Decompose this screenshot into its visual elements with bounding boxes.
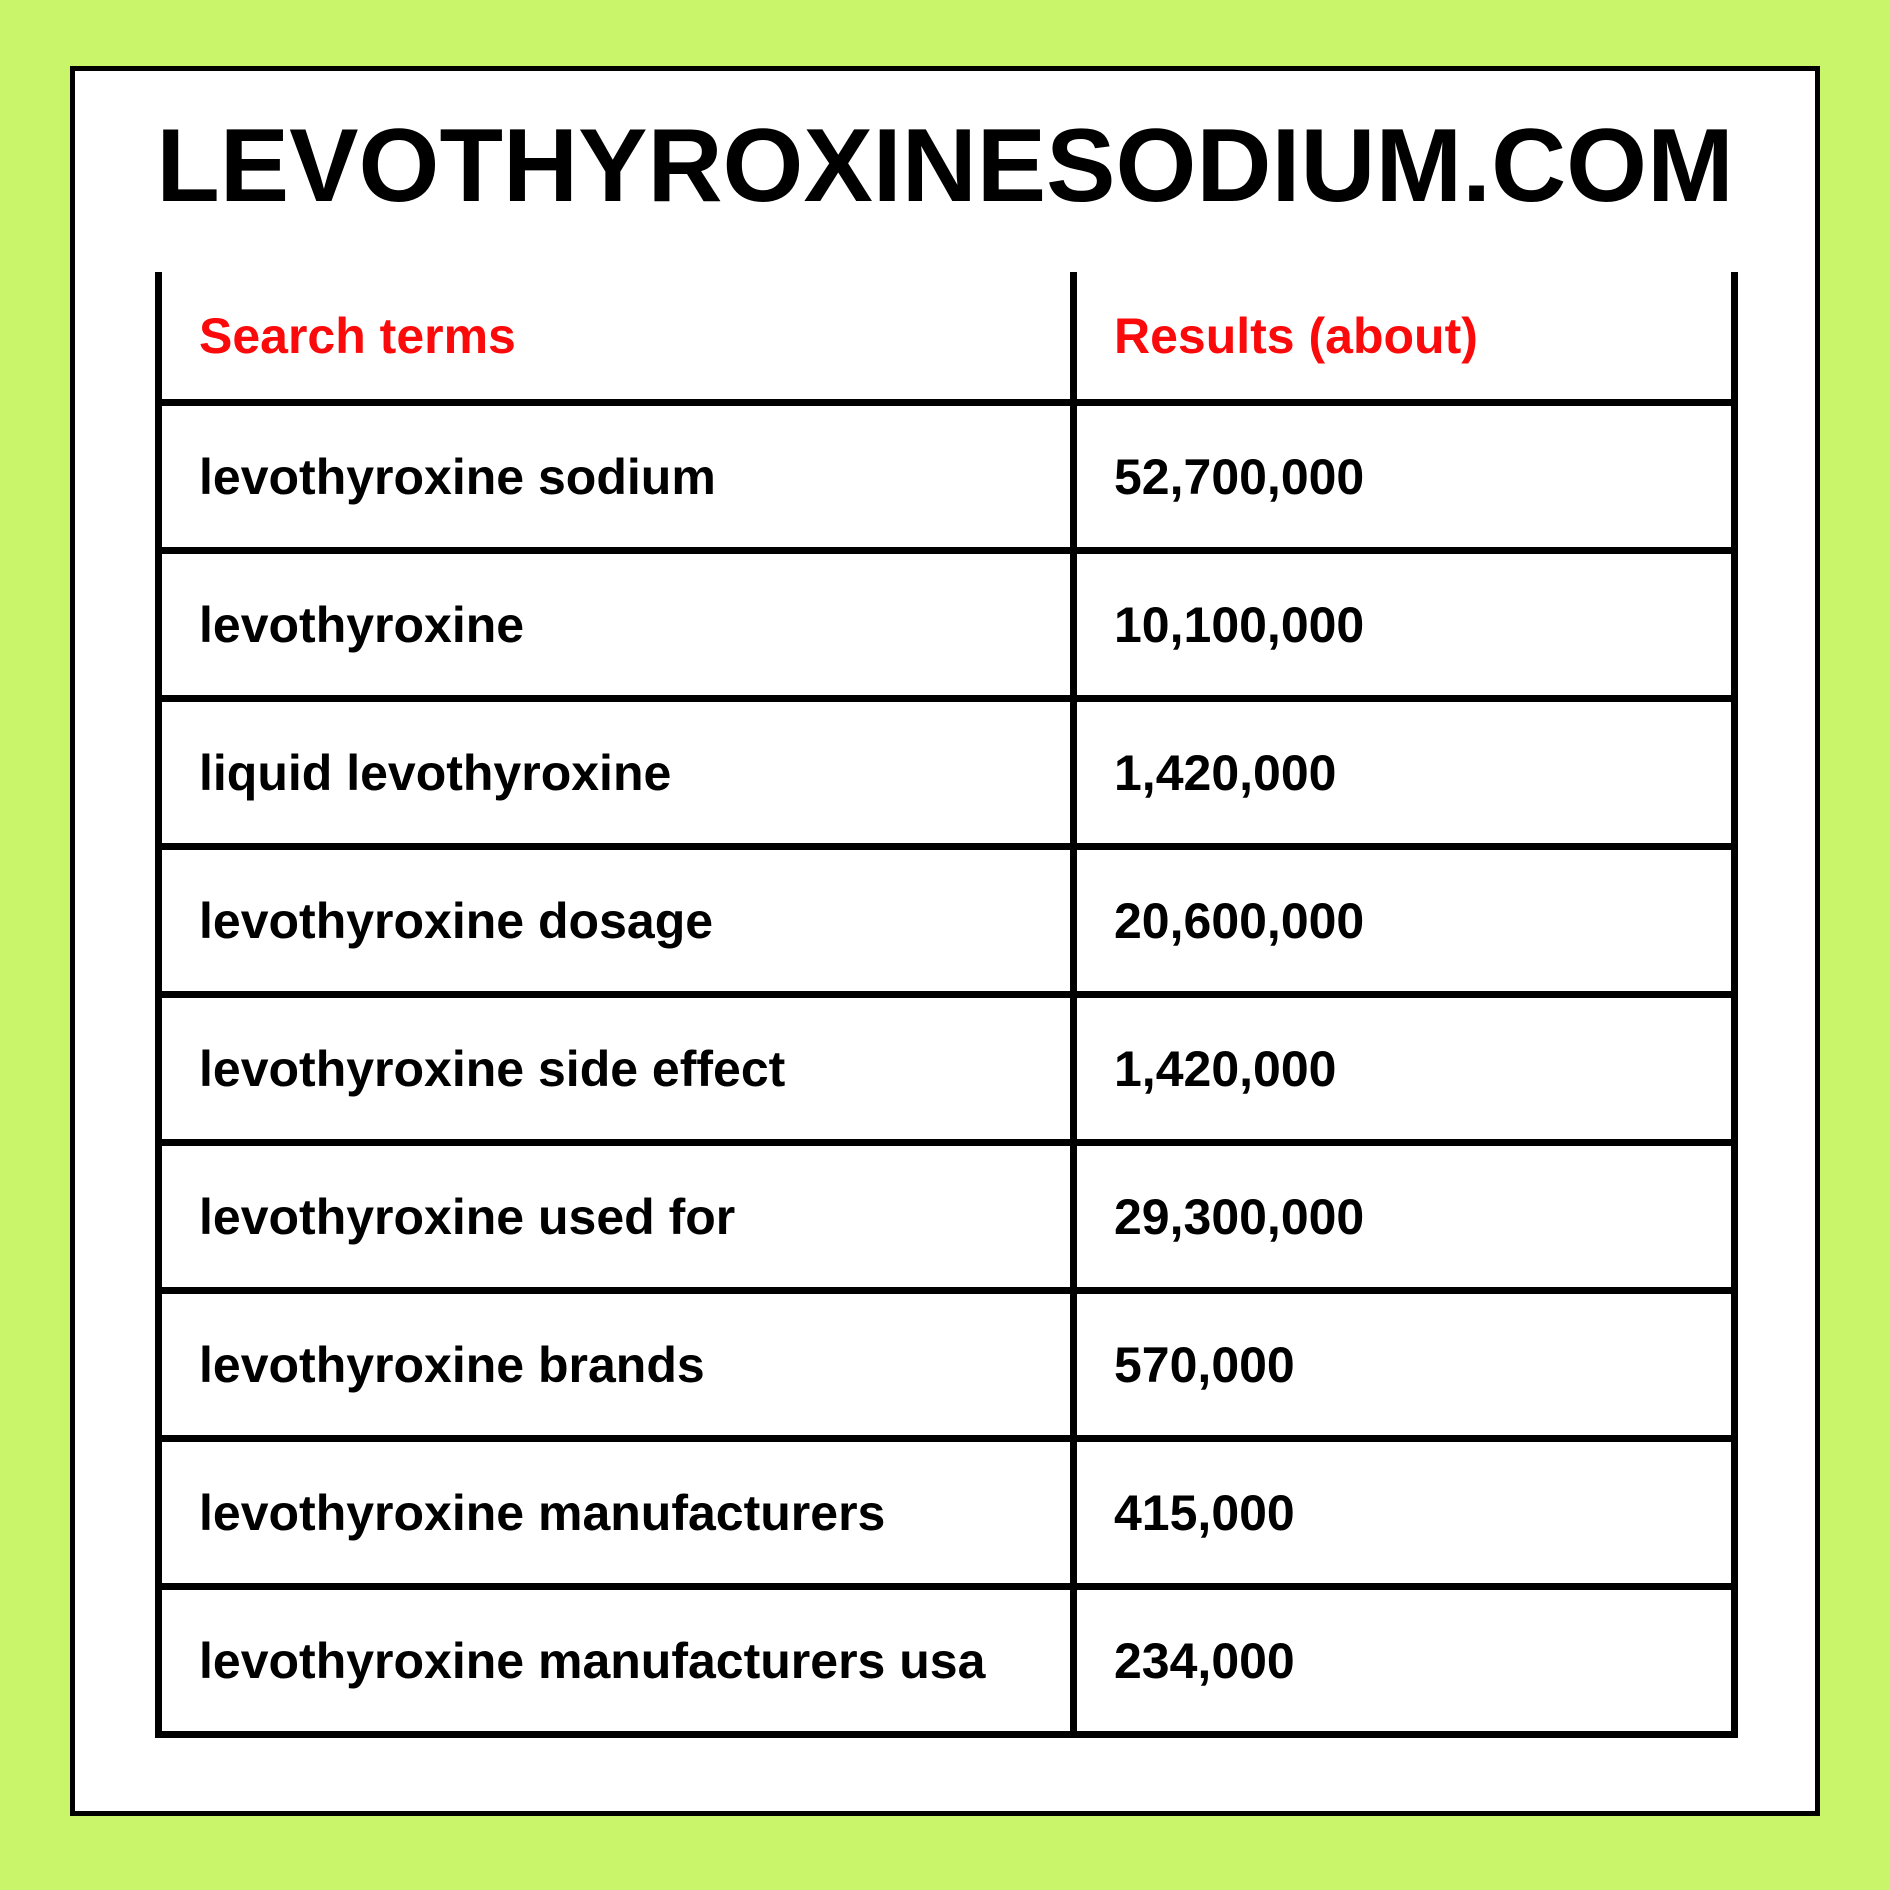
search-term-cell: levothyroxine sodium	[162, 406, 1077, 547]
page-title: LEVOTHYROXINESODIUM.COM	[156, 107, 1734, 224]
search-term-cell: liquid levothyroxine	[162, 702, 1077, 843]
results-cell: 29,300,000	[1114, 1188, 1365, 1245]
results-cell: 10,100,000	[1114, 596, 1365, 653]
table-body	[162, 406, 1731, 1738]
search-term-cell: levothyroxine manufacturers	[162, 1442, 1077, 1583]
table-row	[162, 702, 1731, 850]
table-header-row	[162, 272, 1731, 406]
search-results-table	[155, 272, 1738, 1738]
column-header-search-terms: Search terms	[162, 272, 1077, 399]
search-term-cell: levothyroxine	[162, 554, 1077, 695]
results-cell: 415,000	[1114, 1484, 1295, 1541]
table-row	[162, 406, 1731, 554]
results-cell: 52,700,000	[1114, 448, 1365, 505]
results-cell: 570,000	[1114, 1336, 1295, 1393]
table-row	[162, 850, 1731, 998]
results-cell: 1,420,000	[1114, 744, 1337, 801]
table-row	[162, 998, 1731, 1146]
search-term-cell: levothyroxine manufacturers usa	[162, 1590, 1077, 1731]
title-area	[75, 71, 1815, 261]
results-cell: 234,000	[1114, 1632, 1295, 1689]
results-cell: 20,600,000	[1114, 892, 1365, 949]
column-header-results: Results (about)	[1114, 307, 1478, 364]
table-row	[162, 1294, 1731, 1442]
table-row	[162, 554, 1731, 702]
results-cell: 1,420,000	[1114, 1040, 1337, 1097]
search-term-cell: levothyroxine side effect	[162, 998, 1077, 1139]
search-term-cell: levothyroxine used for	[162, 1146, 1077, 1287]
search-term-cell: levothyroxine brands	[162, 1294, 1077, 1435]
card	[70, 66, 1820, 1816]
table-row	[162, 1590, 1731, 1738]
table-row	[162, 1442, 1731, 1590]
table-row	[162, 1146, 1731, 1294]
search-term-cell: levothyroxine dosage	[162, 850, 1077, 991]
